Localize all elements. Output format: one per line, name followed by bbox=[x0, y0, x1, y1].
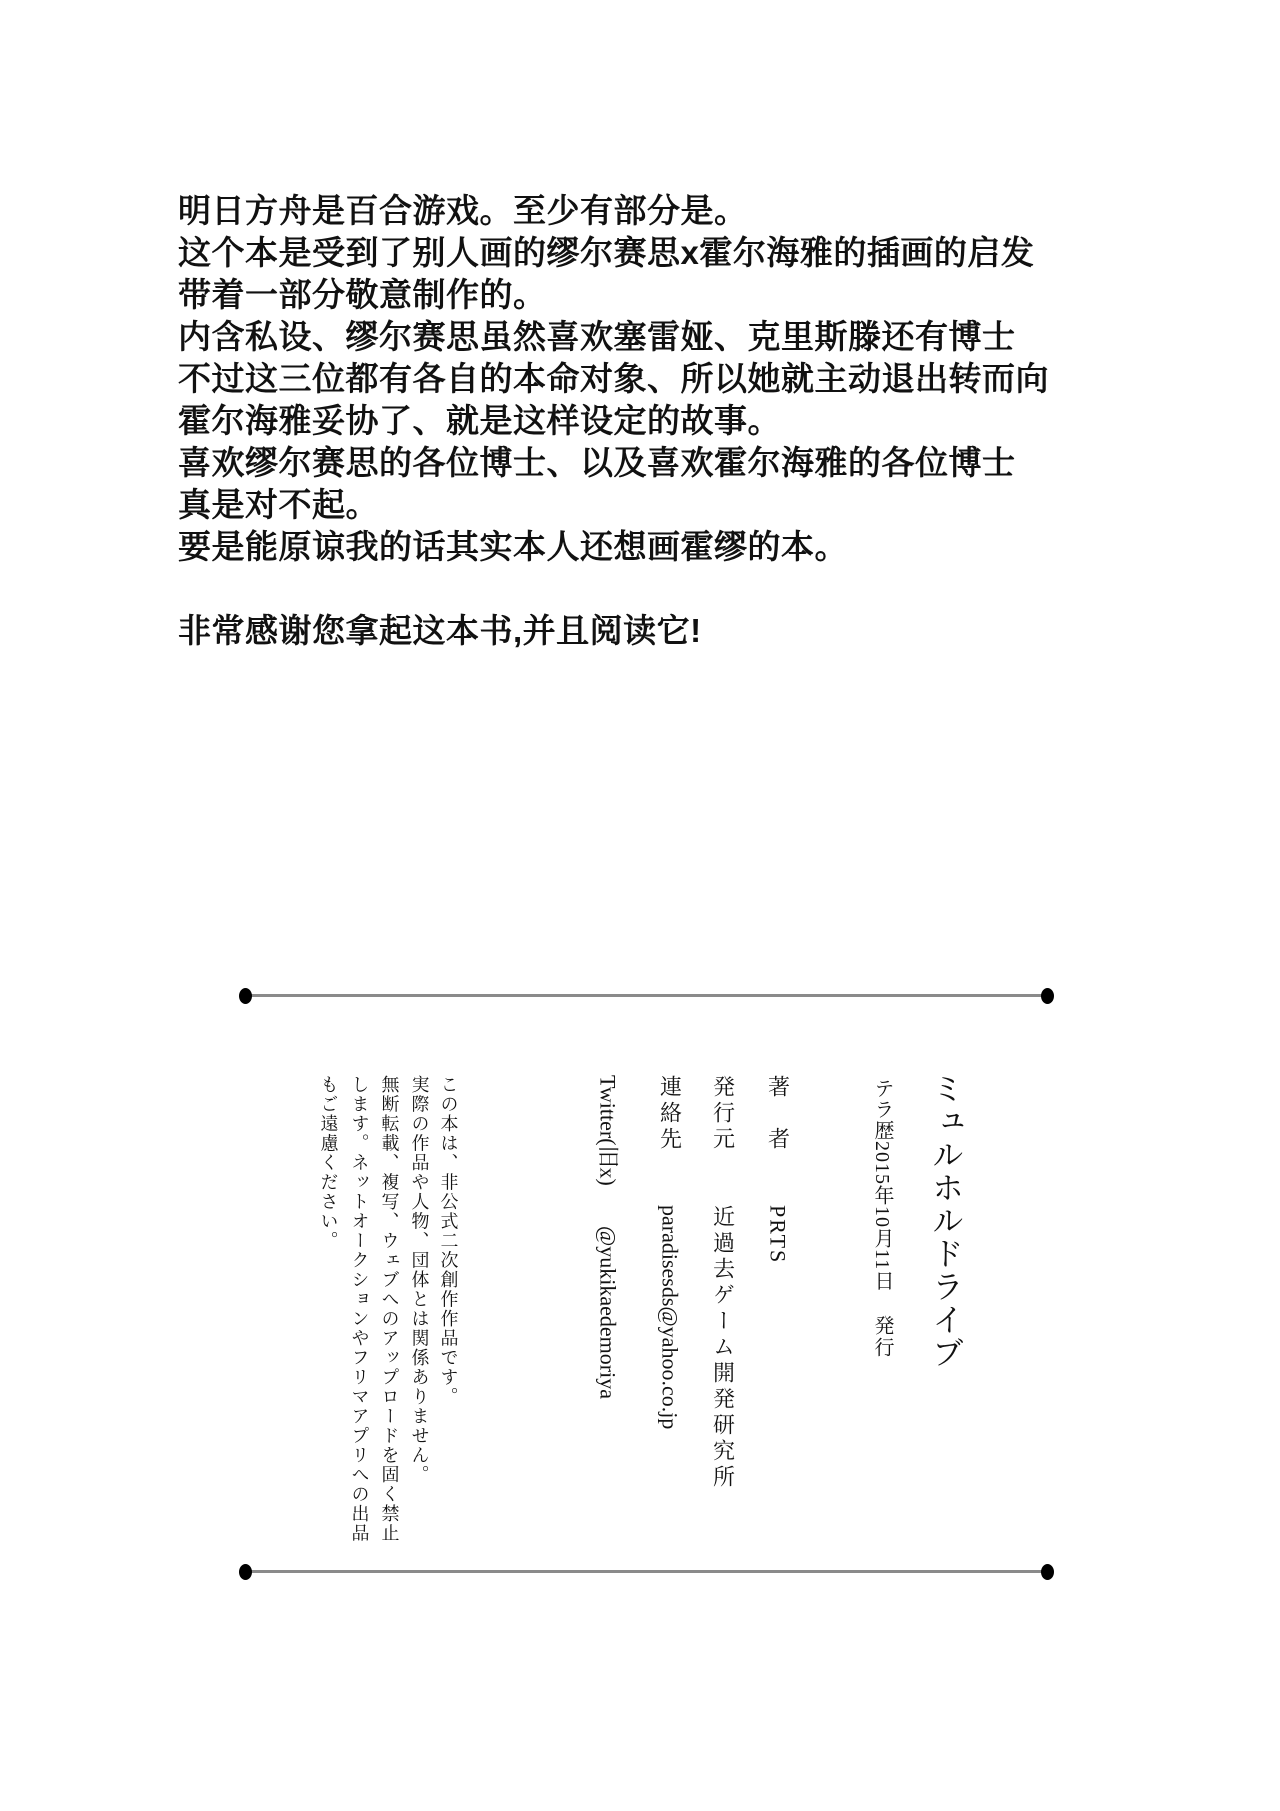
intro-text bbox=[178, 190, 1049, 652]
colophon-section bbox=[239, 988, 1055, 1588]
publisher-label: 発行元 bbox=[710, 1075, 736, 1153]
contact-label: 連絡先 bbox=[657, 1075, 683, 1153]
disclaimer-line-2: 実際の作品や人物、団体とは関係ありません。 bbox=[409, 1075, 430, 1485]
book-title-vertical: ミュルホルドライブ bbox=[928, 1072, 964, 1369]
intro-line: 要是能原谅我的话其实本人还想画霍缪的本。 bbox=[178, 528, 848, 565]
intro-line: 带着一部分敬意制作的。 bbox=[178, 276, 547, 313]
publish-date-column bbox=[869, 1078, 894, 1359]
contact-email: paradisesds@yahoo.co.jp bbox=[657, 1205, 683, 1430]
divider-line-bottom bbox=[246, 1570, 1048, 1573]
intro-line: 霍尔海雅妥协了、就是这样设定的故事。 bbox=[178, 402, 781, 439]
author-label: 著 者 bbox=[765, 1075, 791, 1153]
publish-date: テラ歴2015年10月11日 bbox=[871, 1078, 893, 1292]
disclaimer-line-5: もご遠慮ください。 bbox=[318, 1075, 339, 1251]
divider-dot-top-right bbox=[1041, 988, 1054, 1004]
publish-word: 発行 bbox=[871, 1315, 893, 1360]
intro-line: 真是对不起。 bbox=[178, 486, 379, 523]
disclaimer-line-3: 無断転載、複写、ウェブへのアップロードを固く禁止 bbox=[379, 1075, 400, 1543]
publisher-column bbox=[709, 1075, 737, 1491]
intro-line: 不过这三位都有各自的本命对象、所以她就主动退出转而向 bbox=[178, 360, 1049, 397]
twitter-label: Twitter(旧x) bbox=[595, 1075, 621, 1186]
blank-line bbox=[178, 568, 1049, 610]
contact-column bbox=[656, 1075, 684, 1429]
divider-line-top bbox=[246, 994, 1048, 997]
disclaimer-line-1: この本は、非公式二次創作作品です。 bbox=[438, 1075, 459, 1407]
intro-line: 内含私设、缪尔赛思虽然喜欢塞雷娅、克里斯滕还有博士 bbox=[178, 318, 1016, 355]
thanks-line: 非常感谢您拿起这本书,并且阅读它! bbox=[178, 612, 702, 649]
divider-dot-top-left bbox=[239, 988, 252, 1004]
intro-line: 喜欢缪尔赛思的各位博士、以及喜欢霍尔海雅的各位博士 bbox=[178, 444, 1016, 481]
divider-dot-bottom-right bbox=[1041, 1564, 1054, 1580]
divider-dot-bottom-left bbox=[239, 1564, 252, 1580]
intro-line: 明日方舟是百合游戏。至少有部分是。 bbox=[178, 192, 748, 229]
twitter-handle: @yukikaedemoriya bbox=[595, 1225, 621, 1399]
twitter-column bbox=[594, 1075, 622, 1399]
author-column bbox=[764, 1075, 792, 1264]
author-value: PRTS bbox=[765, 1205, 791, 1265]
disclaimer-line-4: します。ネットオークションやフリマアプリへの出品 bbox=[349, 1075, 370, 1543]
publisher-value: 近過去ゲーム開発研究所 bbox=[710, 1205, 736, 1491]
intro-line: 这个本是受到了别人画的缪尔赛思x霍尔海雅的插画的启发 bbox=[178, 234, 1035, 271]
